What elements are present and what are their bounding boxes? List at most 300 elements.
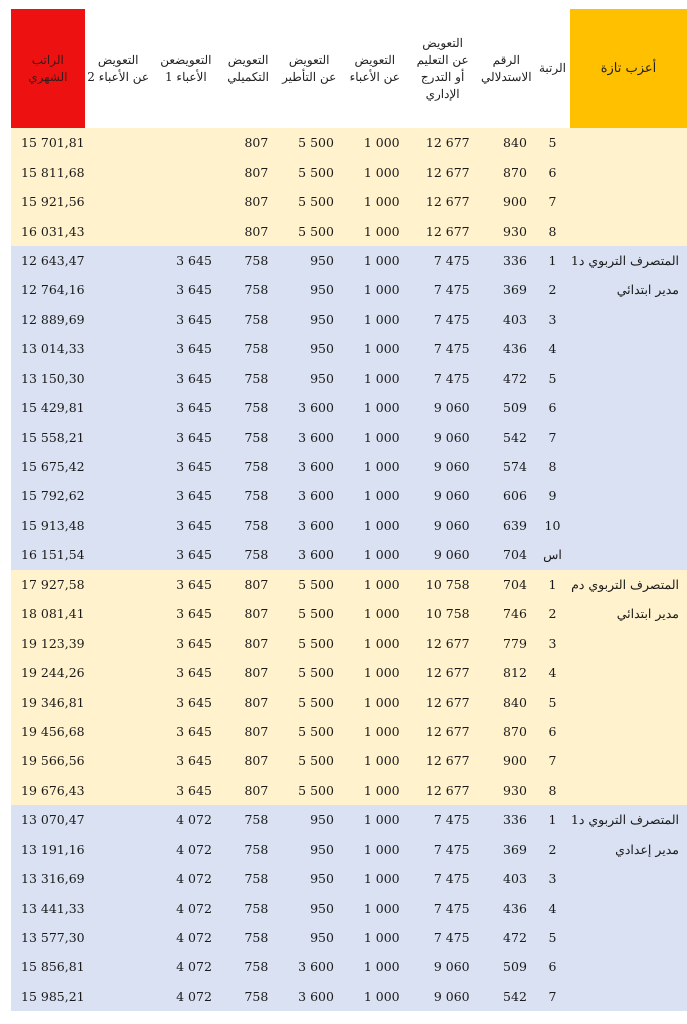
cell-burdens: 1 000 xyxy=(342,422,408,451)
table-row xyxy=(11,982,687,1011)
cell-salary: 19 346,81 xyxy=(11,687,85,716)
cell-burden-2 xyxy=(85,393,152,422)
header-index[interactable]: الرقم الاستدلالي xyxy=(478,9,535,128)
cell-index: 542 xyxy=(478,422,535,451)
cell-category: مدير ابتدائي xyxy=(570,599,687,628)
cell-burdens: 1 000 xyxy=(342,393,408,422)
cell-teaching: 7 475 xyxy=(408,305,478,334)
cell-category xyxy=(570,540,687,569)
table-row xyxy=(11,364,687,393)
cell-supplementary: 758 xyxy=(220,835,276,864)
cell-category xyxy=(570,128,687,157)
cell-supplementary: 807 xyxy=(220,216,276,245)
cell-burden-2 xyxy=(85,952,152,981)
cell-rank: 3 xyxy=(535,628,570,657)
cell-burden-2 xyxy=(85,805,152,834)
header-burden-1[interactable]: التعويضعن الأعباء 1 xyxy=(152,9,220,128)
cell-teaching: 12 677 xyxy=(408,157,478,186)
cell-supervision: 5 500 xyxy=(276,157,342,186)
cell-category xyxy=(570,334,687,363)
cell-burdens: 1 000 xyxy=(342,216,408,245)
table-row xyxy=(11,658,687,687)
cell-burdens: 1 000 xyxy=(342,481,408,510)
cell-supervision: 5 500 xyxy=(276,687,342,716)
cell-burden-2 xyxy=(85,511,152,540)
cell-rank: 8 xyxy=(535,776,570,805)
cell-burdens: 1 000 xyxy=(342,157,408,186)
cell-supervision: 950 xyxy=(276,835,342,864)
table-row xyxy=(11,246,687,275)
cell-burden-1: 3 645 xyxy=(152,599,220,628)
cell-burdens: 1 000 xyxy=(342,835,408,864)
table-row xyxy=(11,422,687,451)
cell-category xyxy=(570,864,687,893)
cell-burden-1: 3 645 xyxy=(152,628,220,657)
cell-supervision: 3 600 xyxy=(276,511,342,540)
cell-category xyxy=(570,923,687,952)
cell-category xyxy=(570,658,687,687)
cell-supplementary: 807 xyxy=(220,687,276,716)
cell-category xyxy=(570,982,687,1011)
cell-supervision: 3 600 xyxy=(276,393,342,422)
cell-rank: 1 xyxy=(535,570,570,599)
header-supervision[interactable]: التعويض عن التأطير xyxy=(276,9,342,128)
table-row xyxy=(11,687,687,716)
table-row xyxy=(11,157,687,186)
cell-burdens: 1 000 xyxy=(342,364,408,393)
cell-burdens: 1 000 xyxy=(342,305,408,334)
cell-category xyxy=(570,364,687,393)
table-row xyxy=(11,628,687,657)
cell-index: 840 xyxy=(478,687,535,716)
cell-burden-1: 4 072 xyxy=(152,805,220,834)
cell-burden-2 xyxy=(85,864,152,893)
cell-rank: 7 xyxy=(535,187,570,216)
cell-supplementary: 807 xyxy=(220,157,276,186)
cell-burden-2 xyxy=(85,216,152,245)
cell-burden-2 xyxy=(85,334,152,363)
cell-rank: 5 xyxy=(535,923,570,952)
cell-category xyxy=(570,746,687,775)
table-row xyxy=(11,540,687,569)
cell-burden-1: 3 645 xyxy=(152,305,220,334)
cell-burden-2 xyxy=(85,364,152,393)
cell-category xyxy=(570,687,687,716)
cell-supervision: 3 600 xyxy=(276,481,342,510)
cell-index: 509 xyxy=(478,393,535,422)
cell-rank: 4 xyxy=(535,893,570,922)
cell-category xyxy=(570,452,687,481)
cell-category: مدير إعدادي xyxy=(570,835,687,864)
cell-rank: 10 xyxy=(535,511,570,540)
cell-rank: 1 xyxy=(535,805,570,834)
cell-category: المتصرف التربوي د1 xyxy=(570,246,687,275)
cell-teaching: 12 677 xyxy=(408,746,478,775)
cell-burdens: 1 000 xyxy=(342,864,408,893)
cell-burdens: 1 000 xyxy=(342,776,408,805)
cell-category xyxy=(570,952,687,981)
header-row xyxy=(11,9,687,128)
cell-category xyxy=(570,511,687,540)
cell-salary: 19 244,26 xyxy=(11,658,85,687)
cell-index: 436 xyxy=(478,334,535,363)
cell-burden-2 xyxy=(85,717,152,746)
cell-burden-2 xyxy=(85,982,152,1011)
cell-burden-2 xyxy=(85,481,152,510)
header-single-taza[interactable]: أعزب تازة xyxy=(570,9,687,128)
cell-salary: 15 921,56 xyxy=(11,187,85,216)
cell-burden-2 xyxy=(85,187,152,216)
cell-supervision: 950 xyxy=(276,805,342,834)
cell-teaching: 10 758 xyxy=(408,570,478,599)
cell-category xyxy=(570,216,687,245)
cell-teaching: 9 060 xyxy=(408,481,478,510)
cell-index: 472 xyxy=(478,923,535,952)
table-row xyxy=(11,864,687,893)
table-row xyxy=(11,452,687,481)
table-row xyxy=(11,923,687,952)
cell-burdens: 1 000 xyxy=(342,540,408,569)
cell-burden-2 xyxy=(85,570,152,599)
cell-burden-1: 3 645 xyxy=(152,570,220,599)
cell-burdens: 1 000 xyxy=(342,952,408,981)
cell-burden-2 xyxy=(85,658,152,687)
cell-index: 812 xyxy=(478,658,535,687)
cell-burdens: 1 000 xyxy=(342,658,408,687)
cell-teaching: 7 475 xyxy=(408,893,478,922)
cell-salary: 12 764,16 xyxy=(11,275,85,304)
cell-rank: 8 xyxy=(535,216,570,245)
cell-supervision: 3 600 xyxy=(276,540,342,569)
cell-burden-1: 3 645 xyxy=(152,452,220,481)
cell-category: مدير ابتدائي xyxy=(570,275,687,304)
cell-rank: 3 xyxy=(535,864,570,893)
cell-burdens: 1 000 xyxy=(342,923,408,952)
cell-burden-2 xyxy=(85,628,152,657)
table-row xyxy=(11,275,687,304)
cell-supplementary: 758 xyxy=(220,923,276,952)
cell-teaching: 10 758 xyxy=(408,599,478,628)
cell-teaching: 12 677 xyxy=(408,128,478,157)
cell-burden-2 xyxy=(85,923,152,952)
cell-burdens: 1 000 xyxy=(342,128,408,157)
header-supplementary[interactable]: التعويض التكميلي xyxy=(220,9,276,128)
cell-burden-1: 3 645 xyxy=(152,481,220,510)
cell-teaching: 12 677 xyxy=(408,187,478,216)
cell-supervision: 950 xyxy=(276,364,342,393)
cell-supplementary: 758 xyxy=(220,305,276,334)
cell-burden-2 xyxy=(85,687,152,716)
cell-index: 840 xyxy=(478,128,535,157)
cell-category xyxy=(570,157,687,186)
cell-burden-1 xyxy=(152,157,220,186)
table-row xyxy=(11,776,687,805)
cell-burden-1: 3 645 xyxy=(152,776,220,805)
cell-burden-1: 4 072 xyxy=(152,923,220,952)
cell-supervision: 3 600 xyxy=(276,952,342,981)
cell-rank: 7 xyxy=(535,982,570,1011)
cell-burden-1: 3 645 xyxy=(152,540,220,569)
cell-supplementary: 807 xyxy=(220,187,276,216)
cell-rank: 4 xyxy=(535,658,570,687)
cell-supplementary: 807 xyxy=(220,628,276,657)
cell-index: 746 xyxy=(478,599,535,628)
cell-index: 472 xyxy=(478,364,535,393)
cell-category: المتصرف التربوي دم xyxy=(570,570,687,599)
cell-category xyxy=(570,717,687,746)
cell-index: 336 xyxy=(478,246,535,275)
cell-supplementary: 807 xyxy=(220,570,276,599)
cell-burden-1 xyxy=(152,216,220,245)
cell-index: 509 xyxy=(478,952,535,981)
cell-burdens: 1 000 xyxy=(342,275,408,304)
cell-category xyxy=(570,628,687,657)
cell-burden-2 xyxy=(85,746,152,775)
cell-teaching: 9 060 xyxy=(408,422,478,451)
cell-supplementary: 758 xyxy=(220,511,276,540)
cell-rank: 6 xyxy=(535,157,570,186)
cell-supervision: 5 500 xyxy=(276,216,342,245)
table-row xyxy=(11,952,687,981)
cell-salary: 19 123,39 xyxy=(11,628,85,657)
cell-supplementary: 758 xyxy=(220,540,276,569)
cell-index: 369 xyxy=(478,835,535,864)
cell-teaching: 7 475 xyxy=(408,334,478,363)
cell-salary: 15 558,21 xyxy=(11,422,85,451)
cell-rank: 5 xyxy=(535,364,570,393)
cell-burden-1 xyxy=(152,187,220,216)
cell-burdens: 1 000 xyxy=(342,511,408,540)
cell-supervision: 5 500 xyxy=(276,599,342,628)
cell-supplementary: 807 xyxy=(220,776,276,805)
cell-teaching: 9 060 xyxy=(408,952,478,981)
cell-supervision: 950 xyxy=(276,305,342,334)
cell-rank: 7 xyxy=(535,422,570,451)
header-rank[interactable]: الرتبة xyxy=(535,9,570,128)
cell-supplementary: 758 xyxy=(220,452,276,481)
cell-burden-2 xyxy=(85,540,152,569)
cell-salary: 15 675,42 xyxy=(11,452,85,481)
cell-index: 336 xyxy=(478,805,535,834)
cell-supplementary: 807 xyxy=(220,746,276,775)
cell-burdens: 1 000 xyxy=(342,334,408,363)
cell-burden-1 xyxy=(152,128,220,157)
cell-burden-1: 4 072 xyxy=(152,864,220,893)
cell-category xyxy=(570,393,687,422)
cell-teaching: 12 677 xyxy=(408,687,478,716)
cell-category xyxy=(570,893,687,922)
cell-supervision: 3 600 xyxy=(276,452,342,481)
table-row xyxy=(11,805,687,834)
cell-salary: 15 913,48 xyxy=(11,511,85,540)
cell-index: 870 xyxy=(478,717,535,746)
cell-rank: 5 xyxy=(535,687,570,716)
cell-teaching: 9 060 xyxy=(408,982,478,1011)
cell-burden-1: 3 645 xyxy=(152,746,220,775)
cell-teaching: 7 475 xyxy=(408,835,478,864)
cell-rank: 6 xyxy=(535,717,570,746)
cell-rank: 2 xyxy=(535,835,570,864)
cell-supplementary: 758 xyxy=(220,952,276,981)
cell-index: 870 xyxy=(478,157,535,186)
cell-category xyxy=(570,481,687,510)
table-row xyxy=(11,128,687,157)
cell-burdens: 1 000 xyxy=(342,893,408,922)
cell-salary: 13 191,16 xyxy=(11,835,85,864)
cell-rank: 7 xyxy=(535,746,570,775)
header-salary[interactable]: الراتب الشهري xyxy=(11,9,85,128)
table-row xyxy=(11,511,687,540)
table-row xyxy=(11,334,687,363)
cell-supplementary: 758 xyxy=(220,481,276,510)
cell-category: المتصرف التربوي د1 xyxy=(570,805,687,834)
cell-rank: 1 xyxy=(535,246,570,275)
cell-index: 542 xyxy=(478,982,535,1011)
cell-salary: 15 429,81 xyxy=(11,393,85,422)
cell-teaching: 12 677 xyxy=(408,776,478,805)
cell-index: 704 xyxy=(478,570,535,599)
cell-burdens: 1 000 xyxy=(342,805,408,834)
cell-burden-2 xyxy=(85,452,152,481)
cell-teaching: 7 475 xyxy=(408,864,478,893)
cell-index: 704 xyxy=(478,540,535,569)
cell-supplementary: 758 xyxy=(220,982,276,1011)
cell-category xyxy=(570,305,687,334)
header-burden-2[interactable]: التعويض عن الأعباء 2 xyxy=(85,9,152,128)
cell-index: 930 xyxy=(478,216,535,245)
cell-rank: 2 xyxy=(535,599,570,628)
cell-supervision: 5 500 xyxy=(276,658,342,687)
cell-teaching: 7 475 xyxy=(408,364,478,393)
cell-supervision: 950 xyxy=(276,864,342,893)
cell-burden-1: 3 645 xyxy=(152,393,220,422)
cell-burdens: 1 000 xyxy=(342,452,408,481)
cell-teaching: 12 677 xyxy=(408,216,478,245)
cell-index: 779 xyxy=(478,628,535,657)
cell-burden-2 xyxy=(85,893,152,922)
cell-burden-1: 4 072 xyxy=(152,952,220,981)
cell-salary: 19 566,56 xyxy=(11,746,85,775)
cell-supervision: 5 500 xyxy=(276,128,342,157)
cell-burden-1: 4 072 xyxy=(152,835,220,864)
cell-burdens: 1 000 xyxy=(342,187,408,216)
cell-rank: 5 xyxy=(535,128,570,157)
header-teaching[interactable]: التعويض عن التعليم أو التدرج الإداري xyxy=(408,9,478,128)
header-burdens[interactable]: التعويض عن الأعباء xyxy=(342,9,408,128)
cell-rank: 9 xyxy=(535,481,570,510)
cell-burdens: 1 000 xyxy=(342,717,408,746)
cell-burden-2 xyxy=(85,128,152,157)
table-row xyxy=(11,305,687,334)
cell-salary: 15 792,62 xyxy=(11,481,85,510)
cell-burden-1: 3 645 xyxy=(152,246,220,275)
cell-teaching: 12 677 xyxy=(408,717,478,746)
cell-index: 403 xyxy=(478,864,535,893)
cell-rank: 2 xyxy=(535,275,570,304)
cell-teaching: 7 475 xyxy=(408,923,478,952)
cell-burden-2 xyxy=(85,157,152,186)
cell-index: 900 xyxy=(478,746,535,775)
table-row xyxy=(11,481,687,510)
cell-teaching: 9 060 xyxy=(408,540,478,569)
cell-salary: 13 441,33 xyxy=(11,893,85,922)
cell-burden-2 xyxy=(85,599,152,628)
cell-teaching: 12 677 xyxy=(408,628,478,657)
cell-salary: 19 676,43 xyxy=(11,776,85,805)
cell-supervision: 5 500 xyxy=(276,746,342,775)
cell-burdens: 1 000 xyxy=(342,746,408,775)
cell-teaching: 7 475 xyxy=(408,246,478,275)
cell-supervision: 950 xyxy=(276,923,342,952)
cell-salary: 13 014,33 xyxy=(11,334,85,363)
cell-salary: 15 701,81 xyxy=(11,128,85,157)
cell-burden-1: 4 072 xyxy=(152,893,220,922)
cell-salary: 15 856,81 xyxy=(11,952,85,981)
cell-supervision: 5 500 xyxy=(276,776,342,805)
cell-burden-2 xyxy=(85,275,152,304)
cell-teaching: 12 677 xyxy=(408,658,478,687)
cell-burden-1: 3 645 xyxy=(152,334,220,363)
cell-salary: 15 811,68 xyxy=(11,157,85,186)
cell-burden-1: 3 645 xyxy=(152,422,220,451)
cell-teaching: 9 060 xyxy=(408,452,478,481)
cell-supervision: 950 xyxy=(276,275,342,304)
cell-burden-2 xyxy=(85,776,152,805)
cell-salary: 13 316,69 xyxy=(11,864,85,893)
cell-index: 930 xyxy=(478,776,535,805)
cell-supplementary: 758 xyxy=(220,246,276,275)
cell-salary: 17 927,58 xyxy=(11,570,85,599)
table-row xyxy=(11,746,687,775)
cell-supervision: 5 500 xyxy=(276,570,342,599)
cell-supplementary: 807 xyxy=(220,717,276,746)
table-row xyxy=(11,717,687,746)
cell-burden-2 xyxy=(85,246,152,275)
cell-supervision: 950 xyxy=(276,334,342,363)
table-row xyxy=(11,570,687,599)
cell-burden-1: 3 645 xyxy=(152,717,220,746)
cell-supplementary: 758 xyxy=(220,893,276,922)
cell-salary: 13 070,47 xyxy=(11,805,85,834)
cell-supplementary: 758 xyxy=(220,334,276,363)
cell-salary: 13 150,30 xyxy=(11,364,85,393)
cell-burdens: 1 000 xyxy=(342,599,408,628)
cell-burdens: 1 000 xyxy=(342,687,408,716)
table-row xyxy=(11,835,687,864)
cell-category xyxy=(570,187,687,216)
cell-teaching: 7 475 xyxy=(408,805,478,834)
cell-salary: 12 643,47 xyxy=(11,246,85,275)
cell-category xyxy=(570,422,687,451)
cell-burden-1: 3 645 xyxy=(152,511,220,540)
cell-index: 574 xyxy=(478,452,535,481)
cell-supervision: 3 600 xyxy=(276,422,342,451)
cell-index: 436 xyxy=(478,893,535,922)
cell-salary: 15 985,21 xyxy=(11,982,85,1011)
cell-burden-1: 3 645 xyxy=(152,364,220,393)
cell-burden-1: 3 645 xyxy=(152,275,220,304)
cell-index: 369 xyxy=(478,275,535,304)
cell-burdens: 1 000 xyxy=(342,246,408,275)
cell-index: 900 xyxy=(478,187,535,216)
cell-supplementary: 807 xyxy=(220,128,276,157)
cell-burden-2 xyxy=(85,422,152,451)
cell-index: 606 xyxy=(478,481,535,510)
cell-rank: 4 xyxy=(535,334,570,363)
cell-supplementary: 758 xyxy=(220,805,276,834)
cell-burden-1: 3 645 xyxy=(152,687,220,716)
cell-teaching: 9 060 xyxy=(408,393,478,422)
